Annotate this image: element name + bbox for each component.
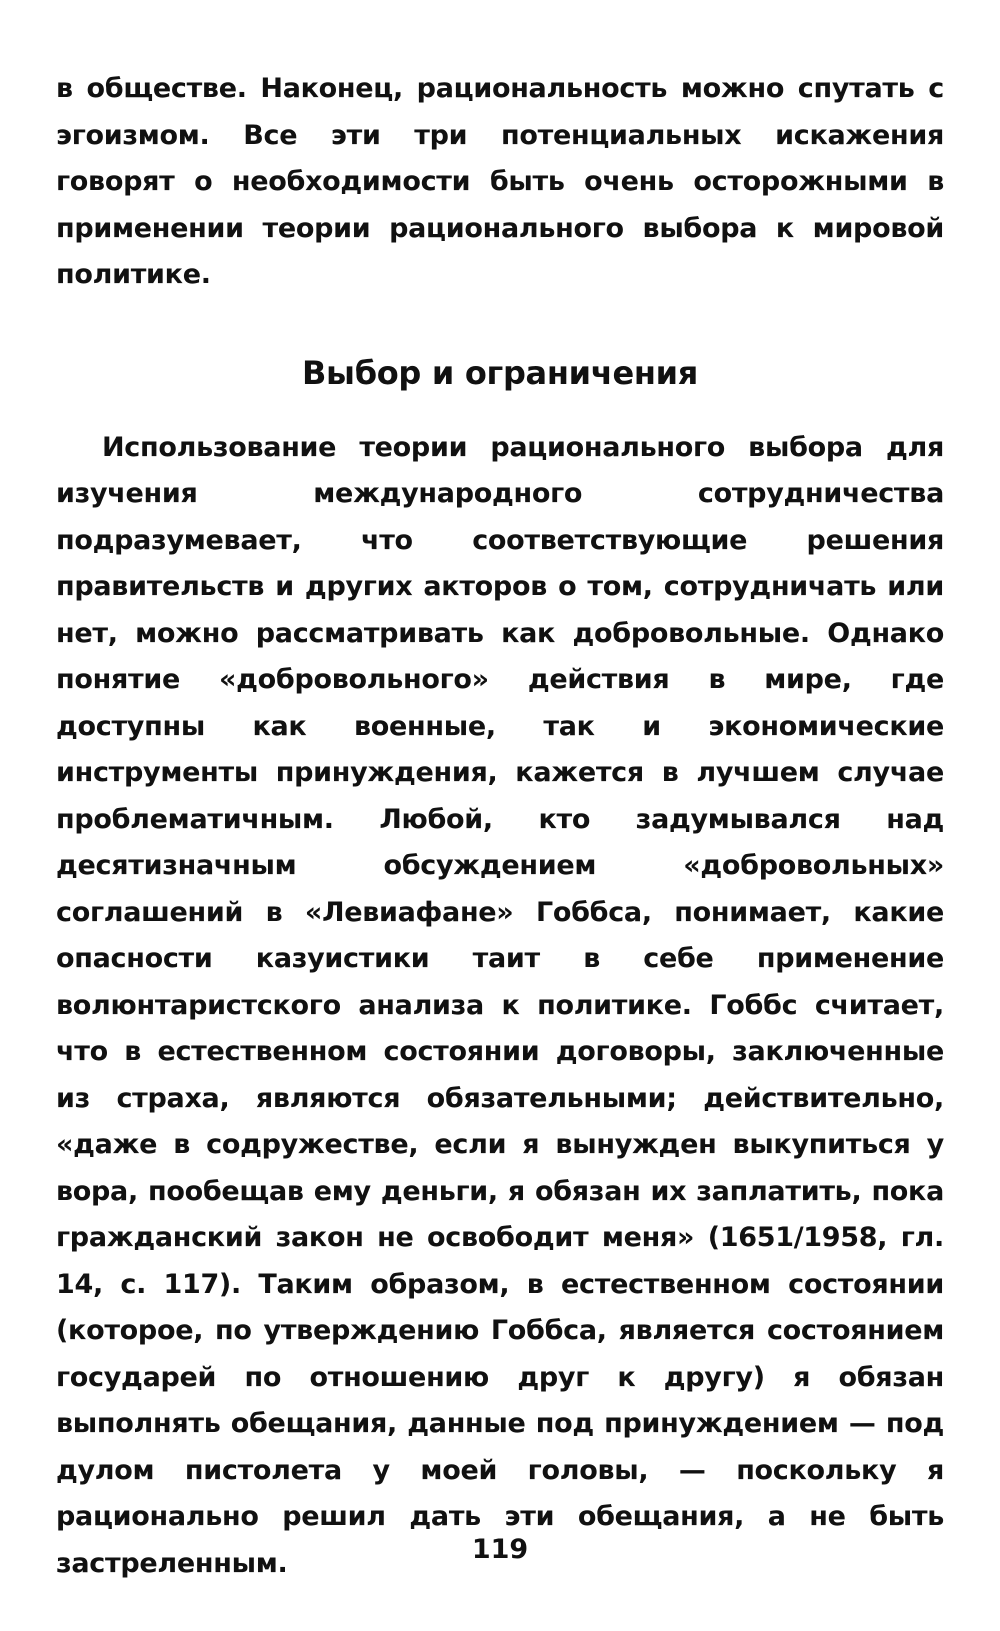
paragraph-main: Использование теории рационального выбора для изучения международного сотрудничества подразумевает, что соответствующие решения правительств и других акторов о том, сотрудничать или нет, можно рассматривать как добровольные. Однако понятие «добровольного» действия в мире, где доступны как военные, так и экономические инструменты принуждения, кажется в лучшем случае проблематичным. Любой, кто задумывался над десятизначным обсуждением «добровольных» соглашений в «Левиафане» Гоббса, понимает, какие опасности казуистики таит в себе применение волюнтаристского анализа к политике. Гоббс считает, что в естественном состоянии договоры, заключенные из страха, являются обязательными; действительно, «даже в содружестве, если я вынужден выкупиться у вора, пообещав ему деньги, я обязан их заплатить, пока гражданский закон не освободит меня» (1651/1958, гл. 14, с. 117). Таким образом, в естественном состоянии (которое, по утверждению Гоббса, является состоянием государей по отношению друг к другу) я обязан выполнять обещания, данные под принуждением — под дулом пистолета у моей головы, — поскольку я рационально решил дать эти обещания, а не быть застреленным. — [56, 431, 944, 1579]
page-number: 119 — [471, 1534, 529, 1565]
page-body — [56, 66, 944, 1587]
section-heading: Выбор и ограничения — [301, 353, 699, 392]
paragraph-continuation: в обществе. Наконец, рациональность можно спутать с эгоизмом. Все эти три потенциальных искажения говорят о необходимости быть очень осторожными в применении теории рационального выбора к мировой политике. — [56, 73, 944, 290]
